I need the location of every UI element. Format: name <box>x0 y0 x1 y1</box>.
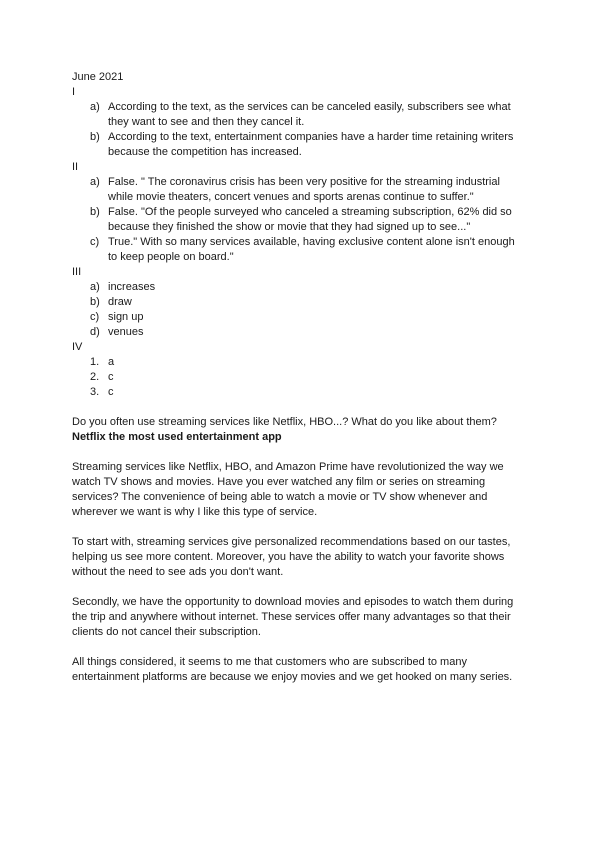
date-line: June 2021 <box>72 71 124 83</box>
answer-item <box>72 205 542 235</box>
answer-item <box>72 325 542 340</box>
item-text-line: draw <box>108 296 132 308</box>
item-marker: a) <box>90 176 100 188</box>
paragraph-line: All things considered, it seems to me that customers who are subscribed to many <box>72 656 467 668</box>
item-text-line: to keep people on board." <box>108 251 234 263</box>
item-text-line: False. "Of the people surveyed who canceled a streaming subscription, 62% did so <box>108 206 512 218</box>
item-marker: a) <box>90 101 100 113</box>
item-marker: c) <box>90 236 100 248</box>
answer-item <box>72 280 542 295</box>
paragraph-line: services? The convenience of being able to watch a movie or TV show whenever and <box>72 491 488 503</box>
paragraph-line: without the need to see ads you don't want. <box>72 566 284 578</box>
answer-item <box>72 310 542 325</box>
item-text-line: sign up <box>108 311 144 323</box>
section-numeral: II <box>72 161 79 173</box>
answer-list <box>72 280 542 340</box>
item-text-line: a <box>108 356 115 368</box>
essay-paragraph <box>72 535 542 580</box>
item-marker: b) <box>90 296 100 308</box>
item-text-line: while movie theaters, concert venues and sports arenas continue to suffer." <box>108 191 474 203</box>
essay-title: Netflix the most used entertainment app <box>72 431 282 443</box>
essay-body <box>72 445 542 685</box>
item-text-line: venues <box>108 326 144 338</box>
answer-item <box>72 130 542 160</box>
paragraph-gap <box>72 580 542 595</box>
essay-paragraph <box>72 595 542 640</box>
prompt-question: Do you often use streaming services like Netflix, HBO...? What do you like about them? <box>72 416 497 428</box>
section-numeral: III <box>72 266 82 278</box>
essay-paragraph <box>72 655 542 685</box>
answer-item <box>72 385 542 400</box>
answer-item <box>72 370 542 385</box>
item-text-line: because they finished the show or movie that they had signed up to see..." <box>108 221 471 233</box>
answer-item <box>72 235 542 265</box>
paragraph-gap <box>72 640 542 655</box>
section-numeral: I <box>72 86 76 98</box>
answer-list <box>72 175 542 265</box>
answer-list <box>72 355 542 400</box>
item-text-line: False. " The coronavirus crisis has been very positive for the streaming industrial <box>108 176 500 188</box>
answer-sections <box>72 85 542 400</box>
item-marker: c) <box>90 311 100 323</box>
item-marker: d) <box>90 326 100 338</box>
paragraph-line: Streaming services like Netflix, HBO, and Amazon Prime have revolutionized the way we <box>72 461 504 473</box>
item-text-line: True." With so many services available, having exclusive content alone isn't enough <box>108 236 515 248</box>
document-page <box>72 70 542 685</box>
section-numeral: IV <box>72 341 83 353</box>
paragraph-line: Secondly, we have the opportunity to download movies and episodes to watch them during <box>72 596 514 608</box>
item-text-line: According to the text, entertainment companies have a harder time retaining writers <box>108 131 514 143</box>
item-marker: a) <box>90 281 100 293</box>
paragraph-line: entertainment platforms are because we enjoy movies and we get hooked on many series. <box>72 671 513 683</box>
item-marker: 3. <box>90 386 100 398</box>
item-text-line: increases <box>108 281 156 293</box>
paragraph-line: watch TV shows and movies. Have you ever watched any film or series on streaming <box>72 476 486 488</box>
essay-paragraph <box>72 460 542 520</box>
paragraph-line: helping us see more content. Moreover, you have the ability to watch your favorite shows <box>72 551 505 563</box>
item-marker: 2. <box>90 371 100 383</box>
item-text-line: c <box>108 386 114 398</box>
item-marker: b) <box>90 206 100 218</box>
item-marker: b) <box>90 131 100 143</box>
item-text-line: they want to see and then they cancel it. <box>108 116 305 128</box>
answer-list <box>72 100 542 160</box>
answer-item <box>72 295 542 310</box>
paragraph-line: wherever we want is why I like this type of service. <box>72 506 318 518</box>
paragraph-gap <box>72 445 542 460</box>
item-text-line: c <box>108 371 114 383</box>
answer-item <box>72 100 542 130</box>
item-marker: 1. <box>90 356 100 368</box>
answer-item <box>72 355 542 370</box>
paragraph-gap <box>72 520 542 535</box>
paragraph-line: clients do not cancel their subscription. <box>72 626 261 638</box>
paragraph-line: To start with, streaming services give personalized recommendations based on our tastes, <box>72 536 511 548</box>
item-text-line: because the competition has increased. <box>108 146 302 158</box>
paragraph-line: the trip and anywhere without internet. These services offer many advantages so that their <box>72 611 511 623</box>
item-text-line: According to the text, as the services can be canceled easily, subscribers see what <box>108 101 511 113</box>
answer-item <box>72 175 542 205</box>
spacer <box>72 400 542 415</box>
